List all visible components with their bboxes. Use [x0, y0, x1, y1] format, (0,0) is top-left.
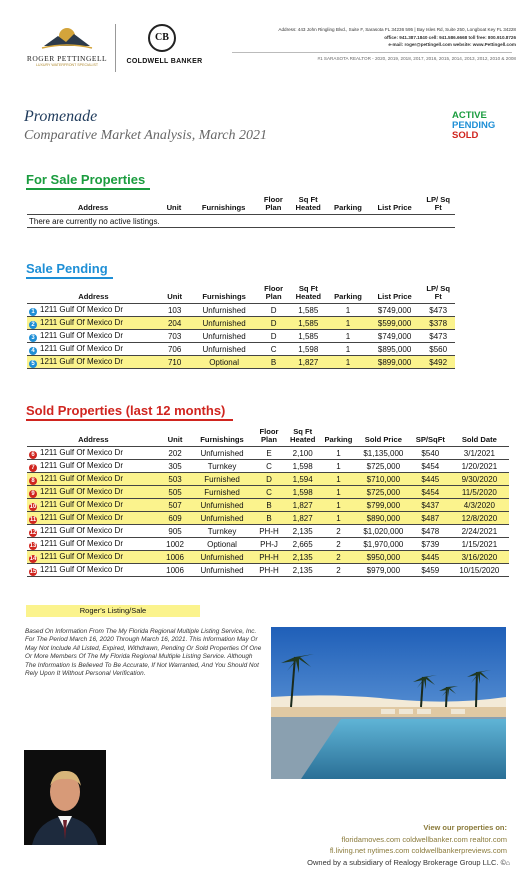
table-cell: $473 [421, 304, 455, 317]
pending-rows [27, 304, 455, 369]
row-number-badge: 9 [29, 490, 37, 498]
table-cell: $899,000 [368, 356, 421, 369]
table-cell: 1006 [160, 551, 191, 564]
table-cell: Unfurnished [190, 499, 253, 512]
coldwell-name: COLDWELL BANKER [126, 58, 203, 65]
cell-address [27, 564, 160, 577]
row-number-badge: 1 [29, 308, 37, 316]
table-cell: $799,000 [356, 499, 411, 512]
table-cell: 503 [160, 473, 191, 486]
col-sold-date: Sold Date [450, 428, 509, 447]
table-cell: Optional [189, 356, 258, 369]
table-cell: $890,000 [356, 512, 411, 525]
col-furnishings: Furnishings [189, 285, 258, 304]
table-row [27, 304, 455, 317]
table-cell: Furnished [190, 473, 253, 486]
table-cell: 2,135 [284, 525, 321, 538]
table-cell: 2 [321, 551, 356, 564]
table-cell: 1,827 [288, 356, 328, 369]
table-cell: PH-H [254, 551, 285, 564]
page-subtitle: Comparative Market Analysis, March 2021 [24, 128, 268, 143]
col-lp-sqft: LP/ Sq Ft [421, 285, 455, 304]
table-cell: 1 [321, 512, 356, 525]
cell-address [27, 304, 160, 317]
col-address: Address [27, 196, 159, 215]
table-cell: Unfurnished [190, 551, 253, 564]
table-cell: 1,598 [284, 460, 321, 473]
brand-name: ROGER PETTINGELL [26, 54, 108, 63]
table-cell: C [254, 486, 285, 499]
table-cell: D [254, 473, 285, 486]
table-cell: 204 [160, 317, 190, 330]
address-text: 1211 Gulf Of Mexico Dr [40, 317, 123, 327]
disclaimer: Based On Information From The My Florida Regional Multiple Listing Service, Inc. For The Period March 16, 2020 Through March 16, 2021. This Information May Or May Not Include All Listed, Expired, Withdrawn, Pending Or Sold Properties Of One Or More Members Of The My Florida Regional Multiple Listing Service. Although The Information Is Believed To Be Accurate, If Not Warranted, And You Should Not Rely Upon It Without Personal Verification. [25, 628, 262, 678]
table-cell: 1 [321, 499, 356, 512]
table-row [27, 499, 509, 512]
table-cell: $749,000 [368, 304, 421, 317]
table-cell: 1 [328, 330, 368, 343]
table-cell: 1/20/2021 [450, 460, 509, 473]
col-address: Address [27, 285, 160, 304]
table-cell: 1 [321, 473, 356, 486]
table-cell: 12/8/2020 [450, 512, 509, 525]
table-cell: 1 [328, 304, 368, 317]
table-cell: $492 [421, 356, 455, 369]
table-cell: 103 [160, 304, 190, 317]
row-number-badge: 14 [29, 555, 37, 562]
cell-address [27, 538, 160, 551]
table-cell: 905 [160, 525, 191, 538]
table-cell: $445 [411, 473, 450, 486]
col-sp-sqft: SP/SqFt [411, 428, 450, 447]
pending-title: Sale Pending [26, 261, 108, 276]
header-phone: office: 941.387.1840 cell: 941.586.6668 toll free: 800.910.8726 [384, 35, 516, 40]
col-parking: Parking [328, 285, 368, 304]
cell-address [27, 499, 160, 512]
table-cell: 1,594 [284, 473, 321, 486]
table-cell: B [254, 512, 285, 525]
address-text: 1211 Gulf Of Mexico Dr [40, 564, 123, 574]
table-cell: $599,000 [368, 317, 421, 330]
table-cell: $1,020,000 [356, 525, 411, 538]
col-address: Address [27, 428, 160, 447]
col-unit: Unit [160, 428, 191, 447]
table-row [27, 538, 509, 551]
footer-sites-2: fl.living.net nytimes.com coldwellbankerpreviews.com [329, 846, 507, 855]
col-floorplan: Floor Plan [258, 196, 288, 215]
table-cell: $454 [411, 460, 450, 473]
pending-underline [26, 277, 113, 279]
table-cell: 1002 [160, 538, 191, 551]
owned-text: Owned by a subsidiary of Realogy Brokerage Group LLC. [307, 858, 499, 867]
table-cell: 3/1/2021 [450, 447, 509, 460]
table-cell: PH-J [254, 538, 285, 551]
col-price: Sold Price [356, 428, 411, 447]
footer-sites-1: floridamoves.com coldwellbanker.com realtor.com [341, 835, 507, 844]
row-number-badge: 4 [29, 347, 37, 355]
table-cell: 10/15/2020 [450, 564, 509, 577]
row-number-badge: 6 [29, 451, 37, 459]
table-cell: 706 [160, 343, 190, 356]
legend-pending: PENDING [452, 120, 496, 131]
cb-seal-icon [148, 24, 176, 52]
agent-photo [24, 750, 106, 845]
table-row [27, 330, 455, 343]
address-text: 1211 Gulf Of Mexico Dr [40, 486, 123, 496]
table-cell: 1 [321, 460, 356, 473]
col-price: List Price [368, 196, 421, 215]
table-cell: 1,598 [288, 343, 328, 356]
address-text: 1211 Gulf Of Mexico Dr [40, 460, 123, 470]
address-text: 1211 Gulf Of Mexico Dr [40, 525, 123, 535]
table-cell: Unfurnished [189, 304, 258, 317]
footer-owned [240, 858, 510, 867]
for-sale-table [27, 196, 455, 228]
table-row [27, 486, 509, 499]
table-cell: 1 [321, 447, 356, 460]
table-row [27, 356, 455, 369]
property-photo [271, 627, 506, 779]
table-cell: $478 [411, 525, 450, 538]
table-cell: Unfurnished [190, 447, 253, 460]
cell-address [27, 460, 160, 473]
cell-address [27, 356, 160, 369]
table-cell: 1,585 [288, 304, 328, 317]
table-cell: 1/15/2021 [450, 538, 509, 551]
table-cell: 9/30/2020 [450, 473, 509, 486]
address-text: 1211 Gulf Of Mexico Dr [40, 551, 123, 561]
cell-address [27, 447, 160, 460]
address-text: 1211 Gulf Of Mexico Dr [40, 447, 123, 457]
table-row [27, 551, 509, 564]
table-cell: $725,000 [356, 460, 411, 473]
table-row [27, 343, 455, 356]
address-text: 1211 Gulf Of Mexico Dr [40, 512, 123, 522]
col-furnishings: Furnishings [190, 428, 253, 447]
table-row [27, 460, 509, 473]
table-cell: 2 [321, 538, 356, 551]
cell-address [27, 525, 160, 538]
table-cell: $1,135,000 [356, 447, 411, 460]
table-cell: 1 [328, 356, 368, 369]
table-cell: PH-H [254, 564, 285, 577]
brand-tagline: LUXURY WATERFRONT SPECIALIST [35, 63, 99, 67]
table-cell: 4/3/2020 [450, 499, 509, 512]
table-cell: $540 [411, 447, 450, 460]
address-text: 1211 Gulf Of Mexico Dr [40, 538, 123, 548]
table-cell: 1006 [160, 564, 191, 577]
table-cell: $725,000 [356, 486, 411, 499]
page-title: Promenade [24, 108, 98, 125]
table-cell: $445 [411, 551, 450, 564]
header-rule [232, 52, 512, 53]
col-sqft: Sq Ft Heated [288, 196, 328, 215]
table-cell: B [259, 356, 289, 369]
agent-portrait-image [24, 750, 106, 845]
row-number-badge: 3 [29, 334, 37, 342]
empty-message: There are currently no active listings. [27, 215, 455, 228]
table-cell: $378 [421, 317, 455, 330]
table-cell: 1 [328, 317, 368, 330]
table-cell: Unfurnished [189, 330, 258, 343]
table-row [27, 512, 509, 525]
row-number-badge: 2 [29, 321, 37, 329]
col-floorplan: Floor Plan [259, 285, 289, 304]
table-cell: $459 [411, 564, 450, 577]
table-cell: 1 [328, 343, 368, 356]
table-cell: $895,000 [368, 343, 421, 356]
table-cell: 305 [160, 460, 191, 473]
coldwell-logo [122, 24, 207, 74]
cell-address [27, 512, 160, 525]
table-cell: C [259, 343, 289, 356]
row-number-badge: 5 [29, 360, 37, 368]
pending-table [27, 285, 455, 369]
col-furnishings: Furnishings [189, 196, 259, 215]
table-row [27, 564, 509, 577]
sold-rows [27, 447, 509, 577]
table-cell: 1,585 [288, 330, 328, 343]
row-number-badge: 8 [29, 477, 37, 485]
brand-logo [22, 22, 112, 74]
table-cell: Optional [190, 538, 253, 551]
table-cell: $739 [411, 538, 450, 551]
table-cell: 507 [160, 499, 191, 512]
header-award: #1 SARASOTA REALTOR - 2020, 2019, 2018, 2017, 2016, 2015, 2014, 2013, 2012, 2010 & 2008 [317, 56, 516, 61]
table-cell: PH-H [254, 525, 285, 538]
row-number-badge: 12 [29, 529, 37, 536]
equal-housing-icon: ©⌂ [500, 860, 510, 867]
legend-active: ACTIVE [452, 110, 487, 121]
cb-mark: CB [155, 32, 169, 43]
header-address: Address: 443 John Ringling Blvd., Suite F, Sarasota FL 34236 595 | Bay Isles Rd, Suite 250, Longboat Key FL 34228 [278, 27, 516, 32]
address-text: 1211 Gulf Of Mexico Dr [40, 499, 123, 509]
table-cell: $749,000 [368, 330, 421, 343]
table-cell: Unfurnished [190, 564, 253, 577]
table-cell: Unfurnished [189, 343, 258, 356]
table-cell: $979,000 [356, 564, 411, 577]
col-price: List Price [368, 285, 421, 304]
address-text: 1211 Gulf Of Mexico Dr [40, 356, 123, 366]
table-cell: 1,585 [288, 317, 328, 330]
table-cell: $473 [421, 330, 455, 343]
cell-address [27, 343, 160, 356]
table-row [27, 447, 509, 460]
col-unit: Unit [159, 196, 189, 215]
table-cell: 3/16/2020 [450, 551, 509, 564]
table-cell: 609 [160, 512, 191, 525]
table-cell: D [259, 304, 289, 317]
address-text: 1211 Gulf Of Mexico Dr [40, 343, 123, 353]
table-cell: 2,135 [284, 564, 321, 577]
table-cell: $560 [421, 343, 455, 356]
table-cell: $454 [411, 486, 450, 499]
table-cell: Turnkey [190, 460, 253, 473]
view-properties-label: View our properties on: [423, 823, 507, 832]
col-parking: Parking [328, 196, 368, 215]
col-floorplan: Floor Plan [254, 428, 285, 447]
row-number-badge: 7 [29, 464, 37, 472]
table-cell: 505 [160, 486, 191, 499]
for-sale-title: For Sale Properties [26, 172, 146, 187]
table-cell: D [259, 317, 289, 330]
sold-underline [26, 419, 233, 421]
table-row [27, 525, 509, 538]
table-cell: Unfurnished [190, 512, 253, 525]
table-cell: 2,665 [284, 538, 321, 551]
table-cell: Furnished [190, 486, 253, 499]
row-number-badge: 10 [29, 503, 37, 510]
table-cell: C [254, 460, 285, 473]
header-divider [115, 24, 116, 72]
address-text: 1211 Gulf Of Mexico Dr [40, 330, 123, 340]
table-cell: 1,598 [284, 486, 321, 499]
table-cell: 2/24/2021 [450, 525, 509, 538]
col-unit: Unit [160, 285, 190, 304]
table-cell: Unfurnished [189, 317, 258, 330]
table-cell: $487 [411, 512, 450, 525]
listing-label: Roger's Listing/Sale [26, 605, 200, 617]
table-cell: $710,000 [356, 473, 411, 486]
table-cell: 1,827 [284, 512, 321, 525]
row-number-badge: 15 [29, 568, 37, 575]
table-cell: 1,827 [284, 499, 321, 512]
col-lp-sqft: LP/ Sq Ft [421, 196, 455, 215]
cell-address [27, 330, 160, 343]
legend-sold: SOLD [452, 130, 479, 141]
col-sqft: Sq Ft Heated [288, 285, 328, 304]
table-cell: Turnkey [190, 525, 253, 538]
cell-address [27, 551, 160, 564]
table-cell: 202 [160, 447, 191, 460]
table-cell: 11/5/2020 [450, 486, 509, 499]
sold-title: Sold Properties (last 12 months) [26, 403, 226, 418]
row-number-badge: 13 [29, 542, 37, 549]
table-cell: 2 [321, 564, 356, 577]
table-row [27, 317, 455, 330]
table-cell: D [259, 330, 289, 343]
address-text: 1211 Gulf Of Mexico Dr [40, 473, 123, 483]
table-cell: 703 [160, 330, 190, 343]
table-cell: E [254, 447, 285, 460]
cell-address [27, 486, 160, 499]
cell-address [27, 317, 160, 330]
pool-scene-image [271, 627, 506, 779]
for-sale-underline [26, 188, 150, 190]
address-text: 1211 Gulf Of Mexico Dr [40, 304, 123, 314]
sunset-icon [22, 22, 112, 54]
header-web: e-mail: roger@pettingell.com website: www.Pettingell.com [388, 42, 516, 47]
table-cell: $950,000 [356, 551, 411, 564]
col-parking: Parking [321, 428, 356, 447]
table-cell: $1,970,000 [356, 538, 411, 551]
table-cell: $437 [411, 499, 450, 512]
table-cell: 2,100 [284, 447, 321, 460]
table-cell: 2,135 [284, 551, 321, 564]
table-cell: 1 [321, 486, 356, 499]
table-row [27, 473, 509, 486]
cell-address [27, 473, 160, 486]
row-number-badge: 11 [29, 516, 37, 523]
table-cell: B [254, 499, 285, 512]
col-sqft: Sq Ft Heated [284, 428, 321, 447]
table-cell: 710 [160, 356, 190, 369]
sold-table [27, 428, 509, 577]
table-cell: 2 [321, 525, 356, 538]
